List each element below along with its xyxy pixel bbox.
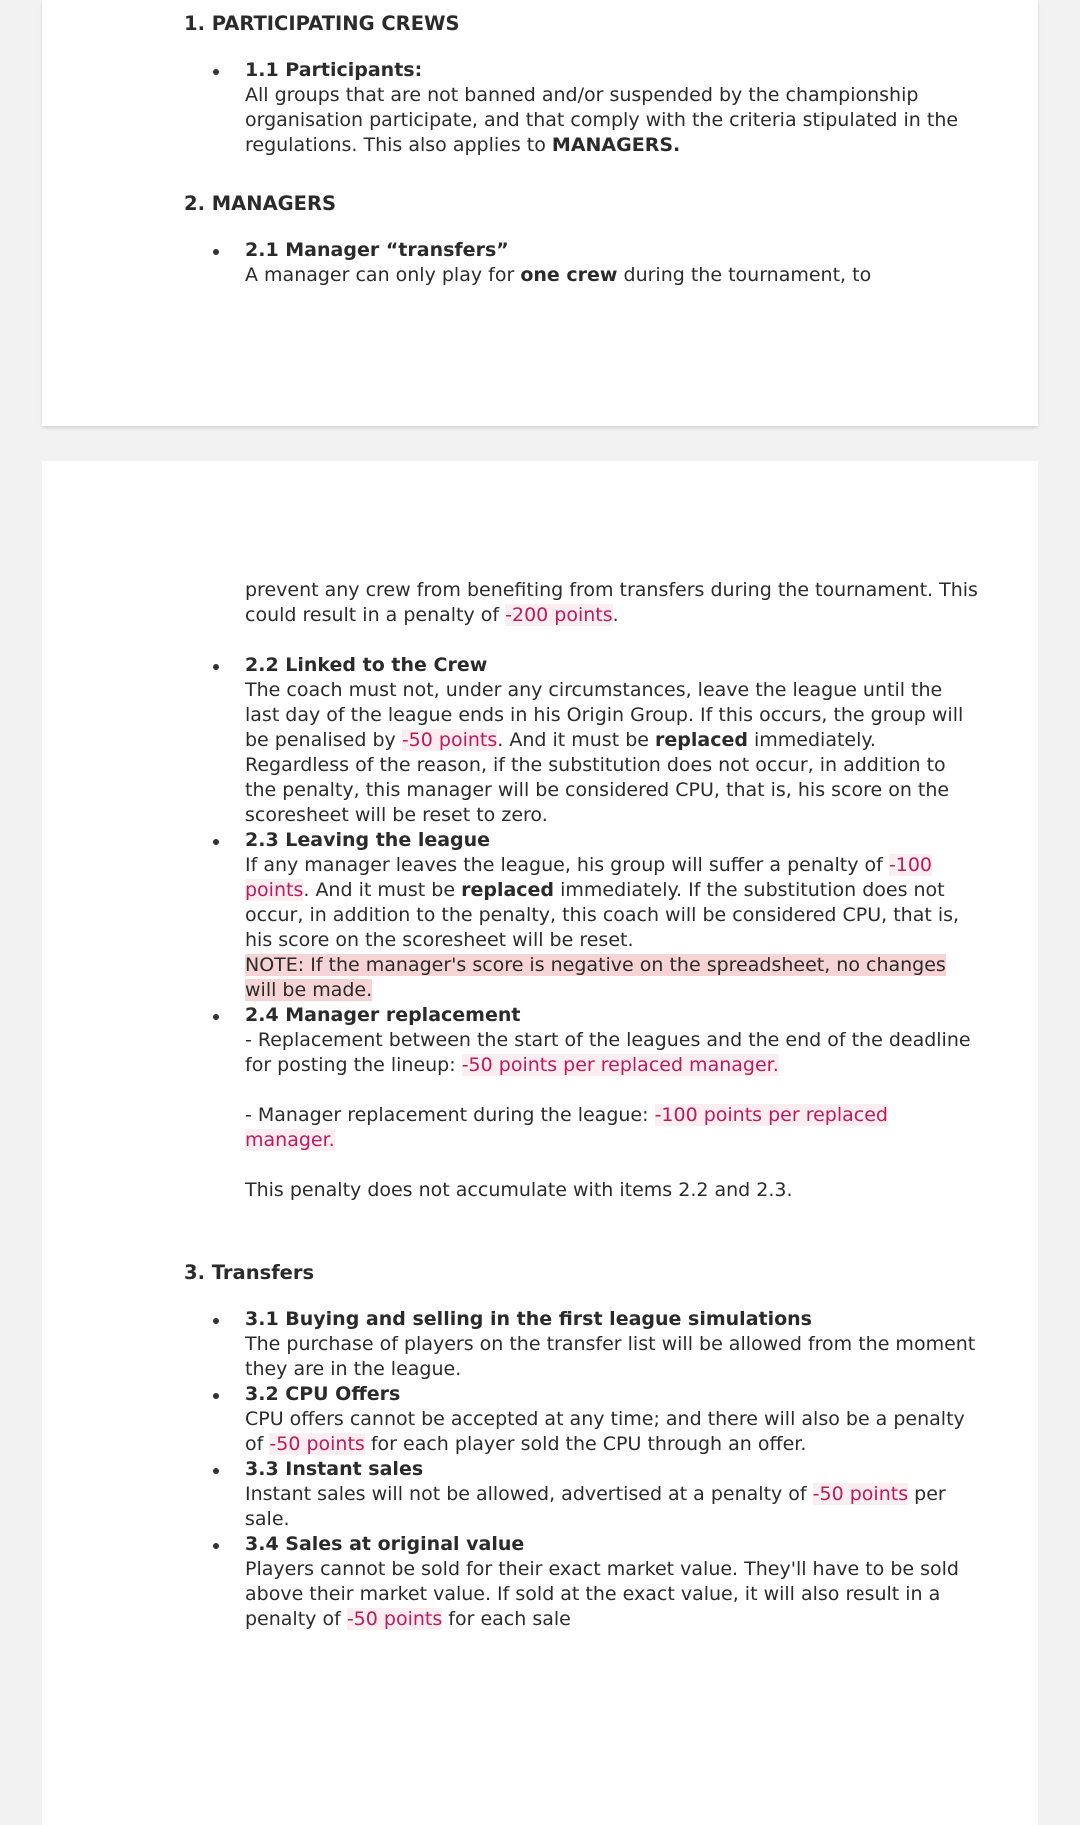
penalty-text: -200 points bbox=[505, 604, 613, 626]
bullet-icon bbox=[213, 1543, 219, 1549]
section-1-heading: 1. PARTICIPATING CREWS bbox=[184, 12, 460, 35]
penalty-text: -100 points bbox=[245, 854, 933, 901]
note-text bbox=[245, 953, 978, 1003]
penalty-text: -50 points bbox=[812, 1483, 909, 1505]
item-title: 3.1 Buying and selling in the first league simulations bbox=[245, 1308, 812, 1330]
item-title: 2.4 Manager replacement bbox=[245, 1004, 521, 1026]
list-item-2-1 bbox=[184, 238, 978, 288]
section-2-list-part-2 bbox=[184, 653, 978, 1203]
item-title: 2.1 Manager “transfers” bbox=[245, 239, 509, 261]
item-title: 2.2 Linked to the Crew bbox=[245, 654, 488, 676]
list-item-3-4 bbox=[184, 1532, 978, 1632]
item-2-1-continuation: prevent any crew from benefiting from transfers during the tournament. This could result in a penalty of -200 points. bbox=[245, 579, 978, 626]
list-item-1-1 bbox=[184, 58, 978, 158]
bullet-icon bbox=[213, 249, 219, 255]
item-text: All groups that are not banned and/or suspended by the championship organisation participate, and that comply with the criteria stipulated in the regulations. This also applies to MANAGERS. bbox=[245, 84, 959, 156]
section-2-list-part-1 bbox=[184, 238, 978, 288]
bullet-icon bbox=[213, 69, 219, 75]
penalty-text: -50 points bbox=[346, 1608, 443, 1630]
list-item-3-2 bbox=[184, 1382, 978, 1457]
item-text: A manager can only play for one crew during the tournament, to bbox=[245, 264, 872, 286]
item-text: CPU offers cannot be accepted at any time; and there will also be a penalty of -50 points for each player sold the CPU through an offer. bbox=[245, 1408, 965, 1455]
list-item-2-4 bbox=[184, 1003, 978, 1203]
bullet-icon bbox=[213, 1468, 219, 1474]
penalty-text: -50 points bbox=[401, 729, 498, 751]
bullet-icon bbox=[213, 1318, 219, 1324]
section-3-list bbox=[184, 1307, 978, 1632]
item-text: Instant sales will not be allowed, advertised at a penalty of -50 points per sale. bbox=[245, 1483, 946, 1530]
bullet-icon bbox=[213, 839, 219, 845]
item-text: If any manager leaves the league, his group will suffer a penalty of -100 points. And it must be replaced immediately. If the substitution does not occur, in addition to the penalty, this coach will be considered CPU, that is, his score on the scoresheet will be reset. bbox=[245, 854, 960, 951]
penalty-text: -100 points per replaced manager. bbox=[245, 1104, 888, 1151]
item-title: 3.2 CPU Offers bbox=[245, 1383, 401, 1405]
item-title: 1.1 Participants: bbox=[245, 59, 423, 81]
section-3-heading: 3. Transfers bbox=[184, 1261, 315, 1284]
note-highlight: NOTE: If the manager's score is negative on the spreadsheet, no changes will be made. bbox=[245, 954, 946, 1001]
section-1-list bbox=[184, 58, 978, 158]
item-title: 2.3 Leaving the league bbox=[245, 829, 491, 851]
item-text: The purchase of players on the transfer list will be allowed from the moment they are in the league. bbox=[245, 1333, 976, 1380]
list-item-2-2 bbox=[184, 653, 978, 828]
list-item-3-3 bbox=[184, 1457, 978, 1532]
item-text-line-2: - Manager replacement during the league: -100 points per replaced manager. bbox=[245, 1104, 888, 1151]
item-title: 3.4 Sales at original value bbox=[245, 1533, 525, 1555]
bullet-icon bbox=[213, 664, 219, 670]
section-2-heading: 2. MANAGERS bbox=[184, 192, 337, 215]
penalty-text: -50 points bbox=[269, 1433, 365, 1455]
list-item-2-3 bbox=[184, 828, 978, 1003]
document-page-2 bbox=[42, 461, 1038, 1825]
bullet-icon bbox=[213, 1014, 219, 1020]
item-text-line-3: This penalty does not accumulate with items 2.2 and 2.3. bbox=[245, 1179, 793, 1201]
list-item-3-1 bbox=[184, 1307, 978, 1382]
bullet-icon bbox=[213, 1393, 219, 1399]
item-text: Players cannot be sold for their exact market value. They'll have to be sold above their market value. If sold at the exact value, it will also result in a penalty of -50 points for each sale bbox=[245, 1558, 959, 1630]
item-title: 3.3 Instant sales bbox=[245, 1458, 424, 1480]
penalty-text: -50 points per replaced manager. bbox=[461, 1054, 779, 1076]
page-1-content bbox=[184, 10, 978, 288]
item-text-line-1: - Replacement between the start of the leagues and the end of the deadline for posting the lineup: -50 points per replaced manager. bbox=[245, 1029, 971, 1076]
document-page-1 bbox=[42, 0, 1038, 426]
item-text: The coach must not, under any circumstances, leave the league until the last day of the league ends in his Origin Group. If this occurs, the group will be penalised by -50 points. And it must be replaced immediately. Regardless of the reason, if the substitution does not occur, in addition to the penalty, this manager will be considered CPU, that is, his score on the scoresheet will be reset to zero. bbox=[245, 679, 964, 826]
page-2-content bbox=[184, 578, 978, 1632]
